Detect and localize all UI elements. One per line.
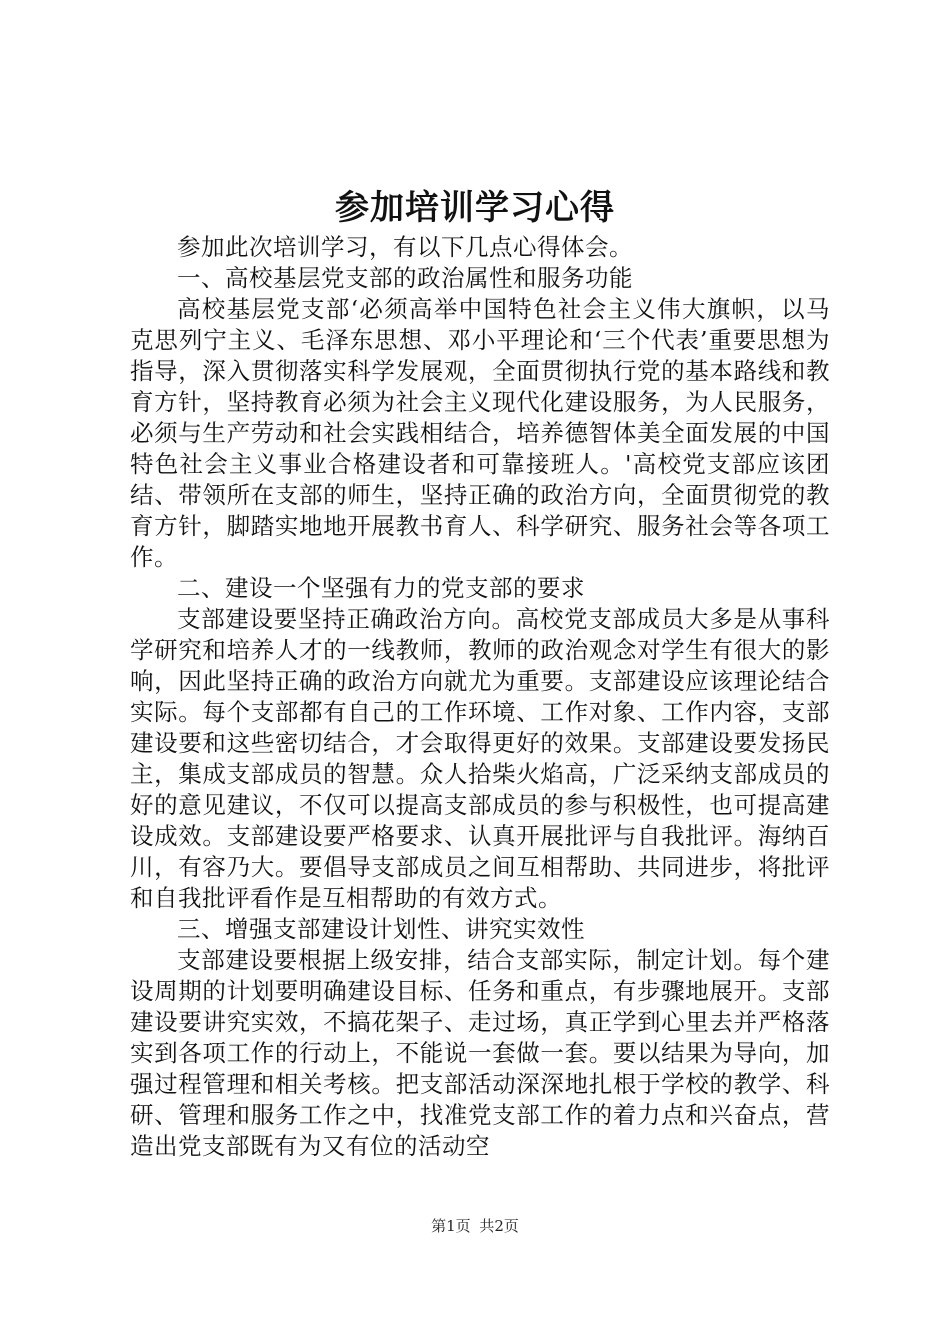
section-heading-3: 三、增强支部建设计划性、讲究实效性 <box>177 915 585 943</box>
section-paragraph-3: 支部建设要根据上级安排，结合支部实际，制定计划。每个建设周期的计划要明确建设目标、任务和重点，有步骤地展开。支部建设要讲究实效，不搞花架子、走过场，真正学到心里去并严格落实到各项工作的行动上，不能说一套做一套。要以结果为导向，加强过程管理和相关考核。把支部活动深深地扎根于学校的教学、科研、管理和服务工作之中，找准党支部工作的着力点和兴奋点，营造出党支部既有为又有位的活动空 <box>130 946 830 1160</box>
page-number: 第1页 <box>431 1217 471 1235</box>
document-title: 参加培训学习心得 <box>335 188 615 228</box>
section-paragraph-1: 高校基层党支部‘必须高举中国特色社会主义伟大旗帜，以马克思列宁主义、毛泽东思想、邓小平理论和‘三个代表’重要思想为指导，深入贯彻落实科学发展观，全面贯彻执行党的基本路线和教育方针，坚持教育必须为社会主义现代化建设服务，为人民服务，必须与生产劳动和社会实践相结合，培养德智体美全面发展的中国特色社会主义事业合格建设者和可靠接班人。'高校党支部应该团结、带领所在支部的师生，坚持正确的政治方向，全面贯彻党的教育方针，脚踏实地地开展教书育人、科学研究、服务社会等各项工作。 <box>130 295 830 571</box>
section-paragraph-2: 支部建设要坚持正确政治方向。高校党支部成员大多是从事科学研究和培养人才的一线教师，教师的政治观念对学生有很大的影响，因此坚持正确的政治方向就尤为重要。支部建设应该理论结合实际。每个支部都有自己的工作环境、工作对象、工作内容，支部建设要和这些密切结合，才会取得更好的效果。支部建设要发扬民主，集成支部成员的智慧。众人拾柴火焰高，广泛采纳支部成员的好的意见建议，不仅可以提高支部成员的参与积极性，也可提高建设成效。支部建设要严格要求、认真开展批评与自我批评。海纳百川，有容乃大。要倡导支部成员之间互相帮助、共同进步，将批评和自我批评看作是互相帮助的有效方式。 <box>130 605 830 912</box>
intro-paragraph: 参加此次培训学习，有以下几点心得体会。 <box>177 233 633 261</box>
section-heading-1: 一、高校基层党支部的政治属性和服务功能 <box>177 264 633 292</box>
page-total: 共2页 <box>479 1217 519 1235</box>
document-body <box>130 232 830 1162</box>
section-heading-2: 二、建设一个坚强有力的党支部的要求 <box>177 574 585 602</box>
page-footer <box>0 1216 950 1236</box>
